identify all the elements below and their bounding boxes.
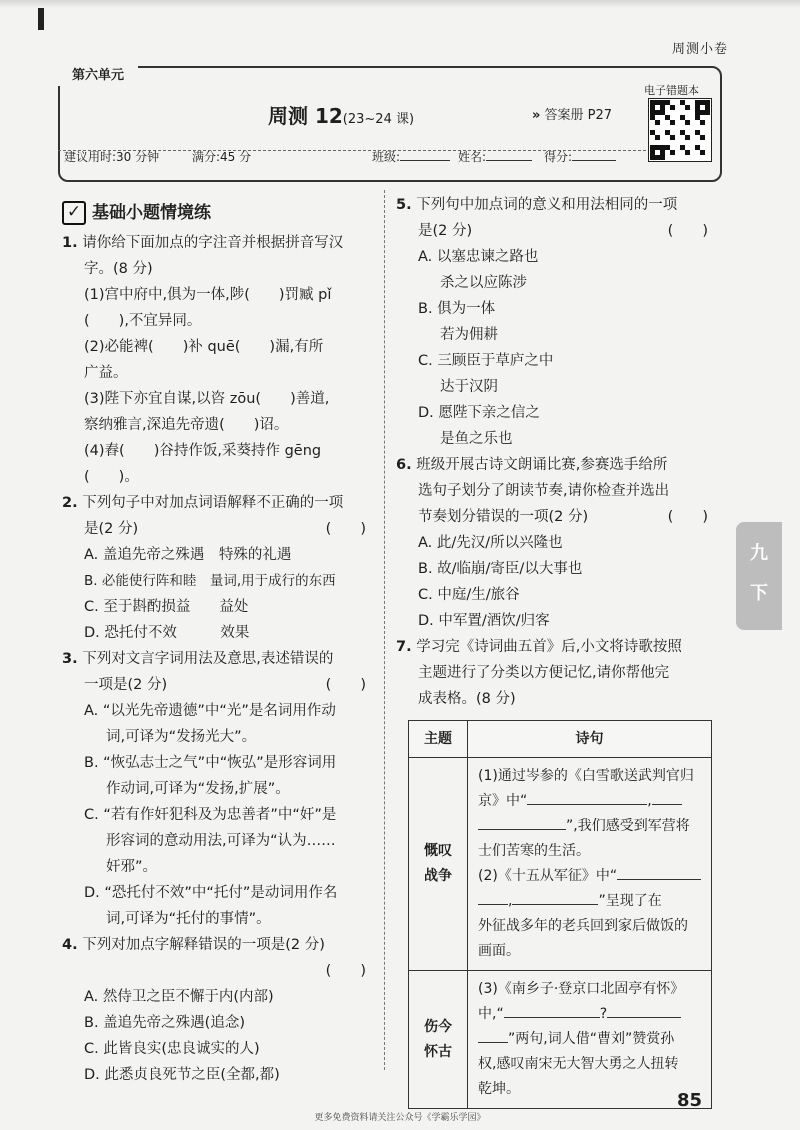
qr-module [705, 110, 710, 115]
q7-stem-cont: 主题进行了分类以方便记忆,请你帮他完 [418, 665, 670, 681]
name-label: 姓名: [458, 150, 487, 164]
question-3 [62, 646, 380, 932]
row2-text: 外征战多年的老兵回到家后做饭的 [478, 918, 688, 934]
qr-code-icon[interactable] [648, 98, 712, 162]
suggested-time [64, 148, 159, 165]
title-text: 周测 12 [268, 104, 343, 128]
section-title: 基础小题情境练 [92, 203, 211, 223]
qr-module [700, 120, 705, 125]
qr-module [685, 120, 690, 125]
q5-option-b-cont: 若为佣耕 [440, 327, 498, 343]
q5-option-d[interactable]: D. 愿陛下亲之信之 [418, 405, 540, 421]
q3-option-c-cont: 形容词的意动用法,可译为“认为…… [106, 833, 336, 849]
answer-blank[interactable] [617, 865, 701, 880]
qr-module [700, 150, 705, 155]
page-top-shadow [0, 0, 800, 8]
answer-blank[interactable] [607, 1003, 681, 1018]
q1-line[interactable]: ( ),不宜异同。 [84, 313, 202, 329]
q7-number: 7. [396, 639, 412, 655]
q3-option-d-cont: 词,可译为“托付的事情”。 [106, 911, 271, 927]
qr-module [655, 120, 660, 125]
q7-stem: 学习完《诗词曲五首》后,小文将诗歌按照 [416, 639, 682, 655]
qr-module [685, 150, 690, 155]
q4-stem: 下列对加点字解释错误的一项是(2 分) [82, 937, 325, 953]
poem-cell: (1)通过岑参的《白雪歌送武判官归 京》中“ , ”,我们感受到军营将 士们苦寒的生活。 (2)《十五从军征》中“ , ”呈现了在 外征战多年的老兵回到家后做饭的 画面。 [468, 758, 712, 971]
q2-stem: 下列句子中对加点词语解释不正确的一项 [82, 495, 344, 511]
table-row [409, 971, 712, 1109]
q3-option-a-cont: 词,可译为“发扬光大”。 [106, 729, 257, 745]
q5-option-b[interactable]: B. 俱为一体 [418, 301, 496, 317]
class-field[interactable] [372, 148, 450, 165]
q3-answer-blank[interactable]: ( ) [325, 677, 366, 693]
q6-option-c[interactable]: C. 中庭/生/旅谷 [418, 587, 520, 603]
q2-option-c[interactable]: C. 至于斟酌损益 益处 [84, 599, 249, 615]
qr-module [685, 135, 690, 140]
class-blank[interactable] [400, 160, 450, 161]
q5-stem-cont: 是(2 分) [418, 223, 473, 239]
qr-module [700, 135, 705, 140]
q2-option-d[interactable]: D. 恐托付不效 效果 [84, 625, 250, 641]
theme-cell [409, 758, 468, 971]
q5-option-a[interactable]: A. 以塞忠谏之路也 [418, 249, 539, 265]
grade-side-tab [736, 522, 782, 630]
q4-option-c[interactable]: C. 此皆良实(忠良诚实的人) [84, 1041, 260, 1057]
q1-line[interactable]: (2)必能裨( )补 quē( )漏,有所 [84, 339, 324, 355]
q1-line[interactable]: (4)舂( )谷持作饭,采葵持作 gēng [84, 443, 322, 459]
page-number: 85 [676, 1090, 702, 1111]
poem-cell [468, 971, 712, 1109]
header-theme: 主题 [409, 721, 468, 758]
row3-text: 权,感叹南宋无大智大勇之人扭转 [478, 1056, 679, 1072]
unit-label: 第六单元 [58, 66, 138, 86]
q5-answer-blank[interactable]: ( ) [667, 223, 708, 239]
theme-text: 伤今怀古 [424, 1018, 452, 1060]
q5-option-a-cont: 杀之以应陈涉 [440, 275, 527, 291]
q5-option-c-cont: 达于汉阴 [440, 379, 498, 395]
q4-answer-blank[interactable]: ( ) [325, 963, 366, 979]
q1-line[interactable]: (1)宫中府中,俱为一体,陟( )罚臧 pǐ [84, 287, 332, 303]
q3-option-d[interactable]: D. “恐托付不效”中“托付”是动词用作名 [84, 885, 338, 901]
row3-text: ? [599, 1006, 608, 1022]
table-row [409, 758, 712, 971]
q1-line: 广益。 [84, 365, 128, 381]
q3-option-a[interactable]: A. “以光先帝遗德”中“光”是名词用作动 [84, 703, 336, 719]
q4-option-d[interactable]: D. 此悉贞良死节之臣(全都,都) [84, 1067, 280, 1083]
q1-stem-cont: 字。(8 分) [84, 261, 153, 277]
q2-number: 2. [62, 495, 78, 511]
q6-option-a[interactable]: A. 此/先汉/所以兴隆也 [418, 535, 563, 551]
side-tab-line: 下 [750, 583, 768, 604]
row1-text: ”,我们感受到军营将 [566, 818, 690, 834]
q1-stem: 请你给下面加点的字注音并根据拼音写汉 [82, 235, 344, 251]
answer-ref-text: 答案册 P27 [544, 108, 613, 123]
q1-line[interactable]: 察纳雅言,深追先帝遗( )诏。 [84, 417, 289, 433]
row3-text: 中,“ [478, 1006, 504, 1022]
q3-option-c[interactable]: C. “若有作奸犯科及为忠善者”中“奸”是 [84, 807, 337, 823]
qr-module [655, 135, 660, 140]
qr-label: 电子错题本 [644, 84, 699, 97]
q3-option-b-cont: 作动词,可译为“发扬,扩展”。 [106, 781, 290, 797]
row3-text: 乾坤。 [478, 1081, 520, 1097]
q5-number: 5. [396, 197, 412, 213]
row1-text: 京》中“ [478, 793, 528, 809]
row1-text: (1)通过岑参的《白雪歌送武判官归 [478, 768, 694, 784]
theme-text: 慨叹战争 [424, 843, 452, 884]
answer-reference [532, 104, 612, 123]
right-column [396, 192, 722, 1109]
q4-option-b[interactable]: B. 盖追先帝之殊遇(追念) [84, 1015, 245, 1031]
q2-option-a[interactable]: A. 盖追先帝之殊遇 特殊的礼遇 [84, 547, 292, 563]
row2-text: 画面。 [478, 943, 520, 959]
poem-table [408, 720, 712, 1109]
q5-option-c[interactable]: C. 三顾臣于草庐之中 [418, 353, 554, 369]
q6-answer-blank[interactable]: ( ) [667, 509, 708, 525]
answer-blank[interactable] [527, 790, 647, 805]
side-tab-line: 九 [750, 543, 768, 564]
class-label: 班级: [372, 150, 401, 164]
q6-stem-cont: 选句子划分了朗读节奏,请你检查并选出 [418, 483, 670, 499]
qr-module [670, 150, 675, 155]
score-text: 满分:45 分 [192, 150, 252, 164]
header-poem: 诗句 [468, 721, 712, 758]
page-title [268, 100, 414, 129]
question-2 [62, 490, 380, 646]
q2-option-b[interactable]: B. 必能使行阵和睦 量词,用于成行的东西 [84, 573, 336, 589]
answer-blank[interactable] [504, 1003, 600, 1018]
q1-line[interactable]: (3)陛下亦宜自谋,以咨 zōu( )善道, [84, 391, 330, 407]
qr-module [670, 105, 675, 110]
result-blank[interactable] [572, 160, 616, 161]
question-4 [62, 932, 380, 1088]
q2-answer-blank[interactable]: ( ) [325, 521, 366, 537]
q6-option-b[interactable]: B. 故/临崩/寄臣/以大事也 [418, 561, 583, 577]
q3-option-c-cont: 奸邪”。 [106, 859, 158, 875]
q5-stem: 下列句中加点词的意义和用法相同的一项 [416, 197, 678, 213]
q1-number: 1. [62, 235, 78, 251]
qr-module [685, 105, 690, 110]
binding-mark [38, 8, 44, 30]
result-field[interactable] [544, 148, 616, 165]
question-1 [62, 230, 380, 490]
answer-blank[interactable] [512, 890, 598, 905]
answer-blank[interactable] [652, 790, 682, 805]
footer-note: 更多免费资料请关注公众号《学霸乐学园》 [314, 1113, 486, 1123]
q3-option-b[interactable]: B. “恢弘志士之气”中“恢弘”是形容词用 [84, 755, 337, 771]
q3-stem: 下列对文言字词用法及意思,表述错误的 [82, 651, 334, 667]
name-blank[interactable] [486, 160, 532, 161]
answer-blank[interactable] [478, 1028, 508, 1043]
question-7 [396, 634, 722, 1109]
qr-module [670, 135, 675, 140]
q6-option-d[interactable]: D. 中军置/酒饮/归客 [418, 613, 550, 629]
q5-option-d-cont: 是鱼之乐也 [440, 431, 513, 447]
q6-stem: 班级开展古诗文朗诵比赛,参赛选手给所 [416, 457, 668, 473]
row2-text: ”呈现了在 [598, 893, 662, 909]
q3-stem-cont: 一项是(2 分) [84, 677, 168, 693]
full-score [192, 148, 251, 165]
row1-text: 士们苦寒的生活。 [478, 843, 590, 859]
q1-line[interactable]: ( )。 [84, 469, 139, 485]
qr-module [660, 155, 665, 160]
time-text: 建议用时:30 分钟 [64, 150, 160, 164]
q7-stem-cont: 成表格。(8 分) [418, 691, 516, 707]
row3-text: (3)《南乡子·登京口北固亭有怀》 [478, 981, 685, 997]
q4-option-a[interactable]: A. 然侍卫之臣不懈于内(内部) [84, 989, 274, 1005]
left-column [62, 200, 380, 1088]
checkmark-icon: ✓ [62, 201, 86, 225]
double-chevron-icon: » [532, 108, 541, 123]
question-6 [396, 452, 722, 634]
q6-number: 6. [396, 457, 412, 473]
q4-number: 4. [62, 937, 78, 953]
row3-text: ”两句,词人借“曹刘”赞赏孙 [508, 1031, 675, 1047]
row2-text: (2)《十五从军征》中“ [478, 868, 618, 884]
q2-stem-cont: 是(2 分) [84, 521, 139, 537]
question-5 [396, 192, 722, 452]
result-label: 得分: [544, 150, 573, 164]
poem-table-header [409, 721, 712, 758]
theme-cell [409, 971, 468, 1109]
q3-number: 3. [62, 651, 78, 667]
section-heading [62, 200, 380, 226]
name-field[interactable] [458, 148, 532, 165]
q6-stem-cont: 节奏划分错误的一项(2 分) [418, 509, 589, 525]
top-tag: 周测小卷 [671, 42, 728, 57]
answer-blank[interactable] [478, 890, 508, 905]
answer-blank[interactable] [478, 815, 566, 830]
column-divider [384, 190, 385, 1070]
title-lessons: (23~24 课) [342, 112, 415, 127]
qr-module [670, 120, 675, 125]
